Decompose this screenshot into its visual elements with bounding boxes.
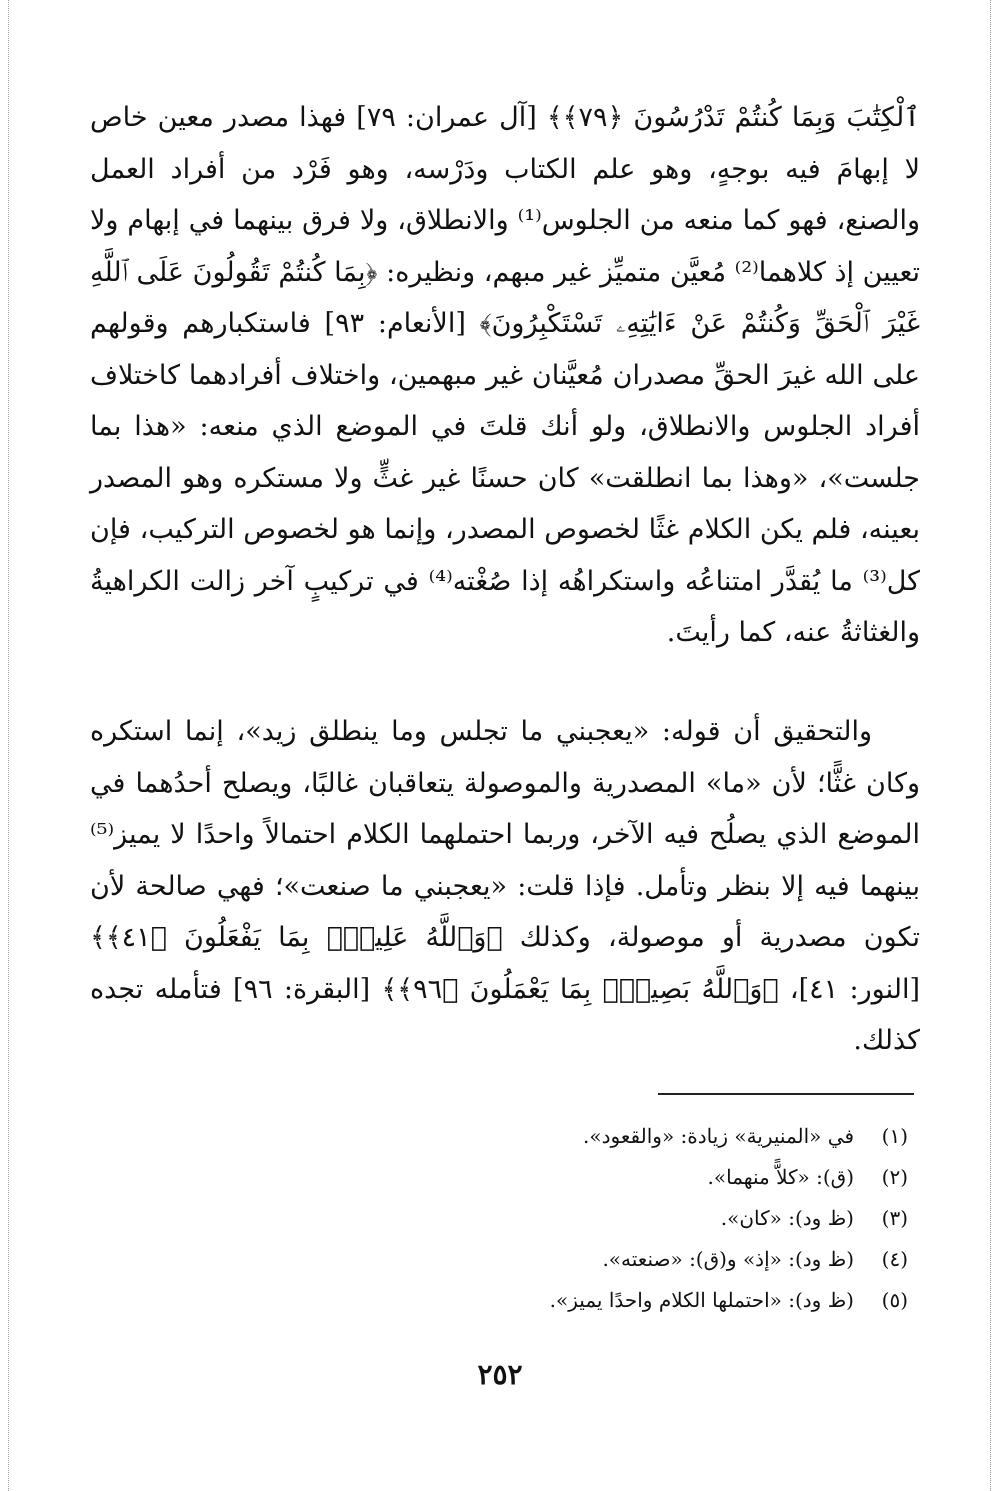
scan-edge-left (8, 0, 9, 1491)
body-paragraph-2 (90, 706, 920, 1067)
footnote-item (88, 1280, 908, 1321)
footnote-number: (١) (881, 1124, 908, 1148)
footnote-text: (ظ ود): «كان». (720, 1206, 854, 1230)
footnote-number: (٢) (881, 1165, 908, 1189)
paragraph-text: ٱلْكِتَٰبَ وَبِمَا كُنتُمْ تَدْرُسُونَ ﴿٧٩﴾﴾ [آل عمران: ٧٩] فهذا مصدر معين خاص لا إبهامَ فيه بوجهٍ، وهو علم الكتاب ودَرْسه، وهو فَرْد من أفراد العمل والصنع، فهو كما منعه من الجلوس⁽¹⁾ والانطلاق، ولا فرق بينهما في إبهام ولا تعيين إذ كلاهما⁽²⁾ مُعيَّن متميِّز غير مبهم، ونظيره: ﴿بِمَا كُنتُمْ تَقُولُونَ عَلَى ٱللَّهِ غَيْرَ ٱلْحَقِّ وَكُنتُمْ عَنْ ءَايَٰتِهِۦ تَسْتَكْبِرُونَ﴾ [الأنعام: ٩٣] فاستكبارهم وقولهم على الله غيرَ الحقِّ مصدران مُعيَّنان غير مبهمين، واختلاف أفرادهما كاختلاف أفراد الجلوس والانطلاق، ولو أنك قلتَ في الموضع الذي منعه: «هذا بما جلست»، «وهذا بما انطلقت» كان حسنًا غير غثٍّ ولا مستكره وهو المصدر بعينه، فلم يكن الكلام غثًا لخصوص المصدر، وإنما هو لخصوص التركيب، فإن كل⁽³⁾ ما يُقدَّر امتناعُه واستكراهُه إذا صُغْته⁽⁴⁾ في تركيبٍ آخر زالت الكراهيةُ والغثاثةُ عنه، كما رأيتَ. (90, 102, 921, 648)
footnotes-list (88, 1116, 908, 1321)
paragraph-text: والتحقيق أن قوله: «يعجبني ما تجلس وما ينطلق زيد»، إنما استكره وكان غثًّا؛ لأن «ما» المصدرية والموصولة يتعاقبان غالبًا، ويصلح أحدُهما في الموضع الذي يصلُح فيه الآخر، وربما احتملهما الكلام احتمالاً واحدًا لا يميز⁽⁵⁾ بينهما فيه إلا بنظر وتأمل. فإذا قلت: «يعجبني ما صنعت»؛ فهي صالحة لأن تكون مصدرية أو موصولة، وكذلك ﴿وَٱللَّهُ عَلِيمٌۢ بِمَا يَفْعَلُونَ ﴿٤١﴾﴾ [النور: ٤١]، ﴿وَٱللَّهُ بَصِيرٌۢ بِمَا يَعْمَلُونَ ﴿٩٦﴾﴾ [البقرة: ٩٦] فتأمله تجده كذلك. (90, 716, 921, 1056)
footnote-text: (ظ ود): «احتملها الكلام واحدًا يميز». (549, 1288, 854, 1312)
footnote-number: (٤) (881, 1247, 908, 1271)
footnote-item (88, 1239, 908, 1280)
scan-edge-right (990, 0, 991, 1491)
footnote-number: (٣) (881, 1206, 908, 1230)
footnote-item (88, 1116, 908, 1157)
footnote-separator (658, 1093, 914, 1095)
footnote-number: (٥) (881, 1288, 908, 1312)
body-paragraph-1 (90, 92, 920, 659)
footnote-text: (ظ ود): «إذ» و(ق): «صنعته». (602, 1247, 854, 1271)
footnote-text: (ق): «كلاًّ منهما». (707, 1165, 854, 1189)
footnote-text: في «المنيرية» زيادة: «والقعود». (583, 1124, 854, 1148)
page-number: ٢٥٢ (477, 1358, 523, 1391)
footnote-item (88, 1157, 908, 1198)
footnote-item (88, 1198, 908, 1239)
